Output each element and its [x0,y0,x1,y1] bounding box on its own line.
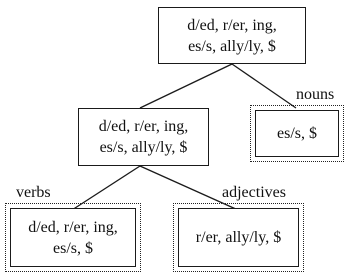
middle-node [78,108,209,166]
adjectives-node [178,208,299,267]
nouns-node [255,110,339,157]
verbs-node [10,208,136,267]
edge-root-to-nouns [232,64,296,108]
root-node-line1: d/ed, r/er, ing, [187,16,277,34]
root-node [158,7,306,64]
verbs-cluster-label: verbs [16,184,51,201]
middle-node-line1: d/ed, r/er, ing, [98,118,189,135]
nouns-node-line1: es/s, $ [277,125,317,142]
verbs-node-line1: d/ed, r/er, ing, [28,218,118,236]
middle-node-line2: es/s, ally/ly, $ [99,139,188,156]
verbs-node-line2: es/s, $ [53,239,93,257]
adjectives-node-line1: r/er, ally/ly, $ [195,229,282,246]
adjectives-cluster-label: adjectives [222,184,286,201]
root-node-line2: es/s, ally/ly, $ [188,37,276,55]
edge-root-to-middle [140,64,232,108]
nouns-cluster-label: nouns [296,86,335,103]
